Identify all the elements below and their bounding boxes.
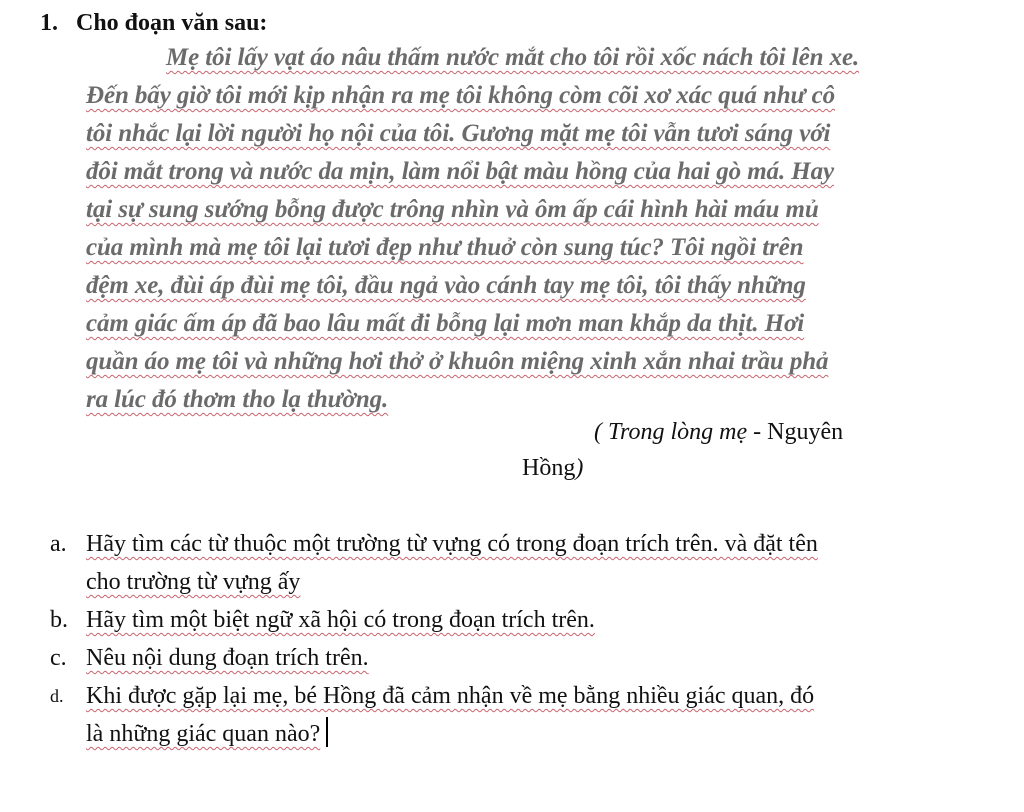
passage-line: đôi mắt trong và nước da mịn, làm nổi bật màu hồng của hai gò má. Hay — [86, 158, 834, 185]
text-cursor — [326, 717, 328, 747]
source-author-second: Hồng — [522, 455, 576, 481]
question-label: b. — [50, 607, 68, 633]
question-text-line: Hãy tìm một biệt ngữ xã hội có trong đoạn trích trên. — [86, 607, 595, 633]
source-citation — [594, 416, 843, 448]
question-text-line: cho trường từ vựng ấy — [86, 569, 301, 595]
question-text-line: Nêu nội dung đoạn trích trên. — [86, 645, 369, 671]
source-open-paren: ( — [594, 419, 602, 445]
source-citation-continued — [522, 452, 583, 484]
question-heading-text: Cho đoạn văn sau: — [76, 10, 268, 36]
source-author-first: Nguyên — [767, 419, 844, 445]
question-label: d. — [50, 686, 64, 706]
source-close-paren: ) — [575, 455, 584, 481]
question-text-line: Hãy tìm các từ thuộc một trường từ vựng có trong đoạn trích trên. và đặt tên — [86, 531, 818, 557]
source-title: Trong lòng mẹ — [602, 419, 748, 445]
passage-line: tại sự sung sướng bỗng được trông nhìn và ôm ấp cái hình hài máu mủ — [86, 196, 819, 223]
passage-line: tôi nhắc lại lời người họ nội của tôi. Gương mặt mẹ tôi vẫn tươi sáng với — [86, 120, 831, 147]
passage-line: cảm giác ấm áp đã bao lâu mất đi bỗng lại mơn man khắp da thịt. Hơi — [86, 310, 805, 337]
question-text-line: Khi được gặp lại mẹ, bé Hồng đã cảm nhận về mẹ bằng nhiều giác quan, đó — [86, 683, 815, 709]
passage-line: đệm xe, đùi áp đùi mẹ tôi, đầu ngả vào cánh tay mẹ tôi, tôi thấy những — [86, 272, 806, 299]
question-number: 1. — [40, 10, 58, 36]
source-separator: - — [747, 419, 768, 445]
passage-line: ra lúc đó thơm tho lạ thường. — [86, 386, 389, 413]
question-heading — [40, 8, 267, 38]
question-last-line[interactable] — [86, 716, 328, 752]
question-label: a. — [50, 531, 67, 557]
question-text-line: là những giác quan nào? — [86, 721, 321, 747]
passage-line: Mẹ tôi lấy vạt áo nâu thấm nước mắt cho tôi rồi xốc nách tôi lên xe. — [166, 44, 860, 71]
question-label: c. — [50, 645, 67, 671]
passage-line: quần áo mẹ tôi và những hơi thở ở khuôn miệng xinh xắn nhai trầu phả — [86, 348, 829, 375]
passage-line: Đến bấy giờ tôi mới kịp nhận ra mẹ tôi không còm cõi xơ xác quá như cô — [86, 82, 835, 109]
passage-line: của mình mà mẹ tôi lại tươi đẹp như thuở còn sung túc? Tôi ngồi trên — [86, 234, 804, 261]
